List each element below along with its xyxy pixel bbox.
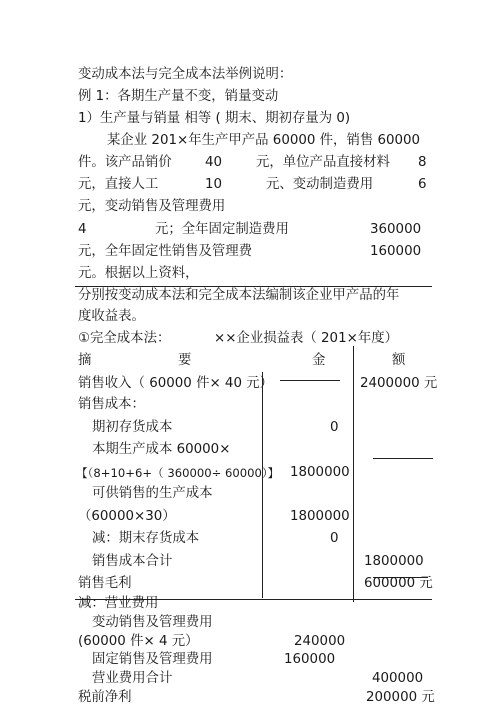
underline-2 bbox=[373, 458, 433, 459]
column-divider-2 bbox=[353, 346, 354, 602]
para-line-2b: 40 bbox=[205, 155, 223, 170]
example-heading: 例 1：各期生产量不变，销量变动 bbox=[78, 89, 279, 104]
row-beginning-inventory-value: 0 bbox=[330, 420, 339, 435]
case-heading: 1）生产量与销量 相等 ( 期末、期初存量为 0) bbox=[78, 111, 351, 126]
header-yao: 要 bbox=[178, 353, 192, 368]
row-fixed-selling-admin-value: 160000 bbox=[284, 652, 336, 668]
para-line-1: 某企业 201×年生产甲产品 60000 件，销售 60000 bbox=[107, 133, 421, 148]
para-line-2c: 元，单位产品直接材料 bbox=[256, 155, 390, 170]
para-line-6b: 160000 bbox=[370, 244, 422, 259]
para-line-9: 度收益表。 bbox=[78, 309, 145, 324]
row-variable-selling-admin-calc: (60000 件× 4 元） bbox=[78, 633, 199, 649]
column-divider-1 bbox=[262, 372, 263, 598]
row-total-operating-expenses: 营业费用合计 bbox=[92, 670, 173, 686]
doc-title: 变动成本法与完全成本法举例说明： bbox=[78, 67, 293, 82]
row-total-operating-expenses-value: 400000 bbox=[372, 670, 424, 686]
row-goods-available-value: 1800000 bbox=[290, 509, 350, 524]
para-line-2d: 8 bbox=[418, 155, 427, 170]
section-label: ①完全成本法： bbox=[78, 331, 171, 346]
header-jin: 金 bbox=[312, 353, 326, 368]
row-gross-profit: 销售毛利 bbox=[78, 576, 132, 591]
row-cost-of-sales: 销售成本： bbox=[78, 397, 145, 412]
row-sales-revenue: 销售收入（ 60000 件× 40 元） bbox=[78, 376, 274, 391]
para-line-3d: 6 bbox=[418, 177, 427, 192]
row-variable-selling-admin: 变动销售及管理费用 bbox=[92, 614, 213, 630]
row-total-cost-of-sales: 销售成本合计 bbox=[92, 554, 173, 569]
row-total-cost-of-sales-value: 1800000 bbox=[364, 554, 424, 569]
header-zhai: 摘 bbox=[78, 353, 92, 368]
para-line-5c: 360000 bbox=[370, 222, 422, 237]
row-beginning-inventory: 期初存货成本 bbox=[92, 420, 173, 435]
row-pretax-income: 税前净利 bbox=[78, 689, 132, 705]
para-line-6a: 元，全年固定性销售及管理费 bbox=[78, 244, 253, 259]
para-line-3a: 元，直接人工 bbox=[78, 177, 159, 192]
row-goods-available-calc: （60000×30） bbox=[78, 509, 176, 524]
rule-top bbox=[75, 286, 432, 287]
row-fixed-selling-admin: 固定销售及管理费用 bbox=[92, 652, 213, 668]
para-line-4: 元，变动销售及管理费用 bbox=[78, 199, 226, 214]
row-ending-inventory: 减：期末存货成本 bbox=[92, 531, 200, 546]
row-variable-selling-admin-value: 240000 bbox=[294, 633, 346, 649]
row-current-production: 本期生产成本 60000× bbox=[92, 442, 231, 457]
para-line-7: 元。根据以上资料， bbox=[78, 266, 199, 281]
para-line-8: 分别按变动成本法和完全成本法编制该企业甲产品的年 bbox=[78, 288, 400, 303]
row-production-formula: 【（8+10+6+（ 360000÷ 60000）】 bbox=[76, 466, 280, 480]
underline-1 bbox=[280, 380, 340, 381]
row-ending-inventory-value: 0 bbox=[330, 531, 339, 546]
row-pretax-income-value: 200000 元 bbox=[366, 689, 435, 705]
statement-title: ××企业损益表（ 201×年度） bbox=[214, 331, 398, 346]
row-production-formula-value: 1800000 bbox=[290, 465, 350, 480]
para-line-2a: 件。该产品销价 bbox=[78, 155, 172, 170]
para-line-5a: 4 bbox=[78, 222, 87, 237]
para-line-3b: 10 bbox=[205, 177, 223, 192]
para-line-3c: 元、变动制造费用 bbox=[266, 177, 374, 192]
row-operating-expenses: 减：营业费用 bbox=[78, 596, 159, 612]
header-e: 额 bbox=[392, 353, 406, 368]
row-gross-profit-value: 600000 元 bbox=[364, 576, 433, 591]
row-goods-available: 可供销售的生产成本 bbox=[92, 486, 213, 501]
row-sales-revenue-value: 2400000 元 bbox=[360, 376, 438, 391]
para-line-5b: 元；全年固定制造费用 bbox=[155, 222, 289, 237]
